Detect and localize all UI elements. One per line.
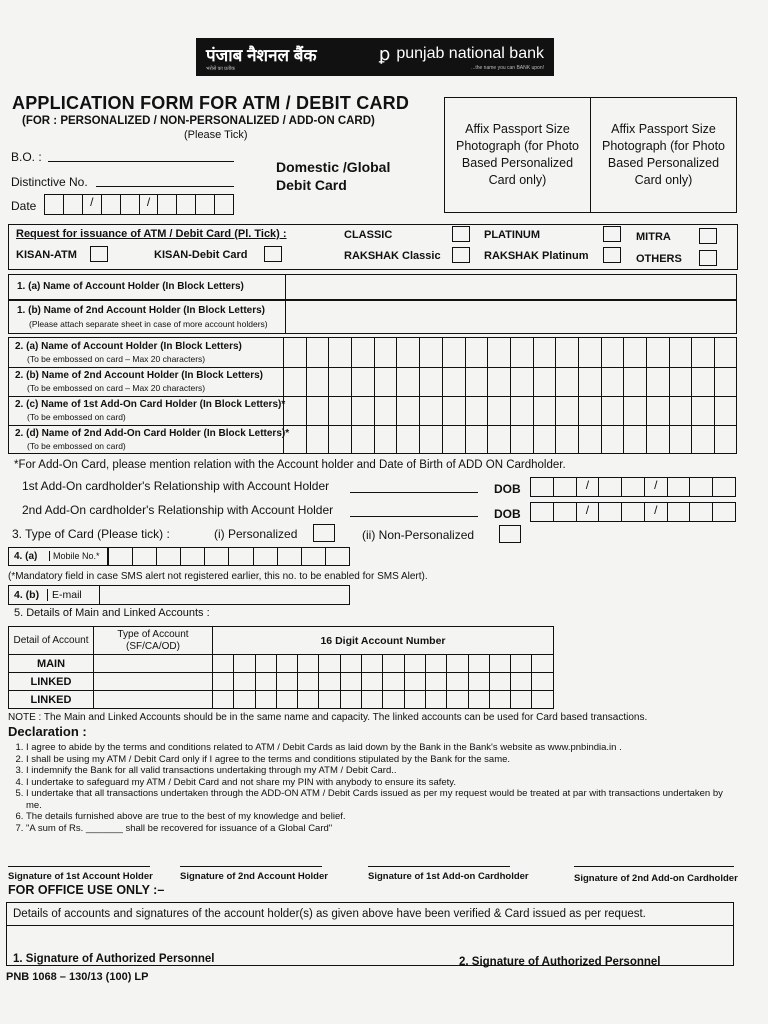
row-2a-label: 2. (a) Name of Account Holder (In Block Letters)	[15, 341, 242, 352]
main-digit-1[interactable]	[213, 655, 234, 673]
main-digit-7[interactable]	[340, 655, 361, 673]
dob2-label: DOB	[494, 507, 521, 521]
linked2-digit[interactable]	[362, 691, 383, 709]
emboss-2b-field[interactable]	[284, 367, 736, 396]
col-detail: Detail of Account	[9, 627, 94, 655]
linked2-digit[interactable]	[213, 691, 234, 709]
sig-label-2: Signature of 2nd Account Holder	[180, 871, 328, 882]
photo-box-2-text: Affix Passport Size Photograph (for Photo Based Personalized Card only)	[602, 122, 725, 187]
linked1-digit[interactable]	[532, 673, 554, 691]
linked2-digit[interactable]	[234, 691, 255, 709]
rel2-label: 2nd Add-On cardholder's Relationship with Account Holder	[22, 503, 334, 517]
card-type-label: 3. Type of Card (Please tick) :	[12, 527, 170, 541]
date-field[interactable]: / /	[44, 194, 234, 215]
option-mitra: MITRA	[636, 231, 671, 243]
declaration-item: 5. I undertake that all transactions undertaken through the ADD-ON ATM / Debit Cards issued as per my request would be treated at par with transactions undertaken by me.	[26, 788, 728, 811]
row-1a	[8, 274, 737, 300]
main-digit-16[interactable]	[532, 655, 554, 673]
linked1-digit[interactable]	[511, 673, 532, 691]
name-1a-field[interactable]	[287, 276, 735, 298]
declaration-item: 4. I undertake to safeguard my ATM / Debit Card and not share my PIN with anybody to ensure its safety.	[26, 777, 728, 789]
linked1-digit[interactable]	[340, 673, 361, 691]
main-digit-14[interactable]	[489, 655, 510, 673]
accounts-table	[8, 626, 554, 709]
pnb-mark-icon: ꝑ	[378, 43, 391, 64]
bo-field[interactable]	[48, 161, 234, 162]
declaration-item: 2. I shall be using my ATM / Debit Card only if I agree to the terms and conditions stipulated by the Bank for the same.	[26, 754, 728, 766]
email-field[interactable]	[99, 586, 349, 604]
main-digit-9[interactable]	[383, 655, 404, 673]
linked1-digit[interactable]	[362, 673, 383, 691]
photo-box-1	[444, 97, 591, 213]
form-code: PNB 1068 – 130/13 (100) LP	[6, 971, 149, 983]
main-digit-11[interactable]	[425, 655, 446, 673]
linked1-digit[interactable]	[298, 673, 319, 691]
row-2b-label: 2. (b) Name of 2nd Account Holder (In Block Letters)	[15, 370, 263, 381]
form-title: APPLICATION FORM FOR ATM / DEBIT CARD	[12, 93, 410, 113]
row-2c-note: (To be embossed on card)	[27, 412, 126, 422]
mitra-checkbox[interactable]	[699, 228, 717, 244]
mobile-field[interactable]	[108, 547, 350, 566]
linked1-digit[interactable]	[404, 673, 425, 691]
bank-name-hindi: पंजाब नैशनल बैंक	[206, 45, 317, 65]
emboss-grid	[8, 337, 737, 454]
linked1-digit[interactable]	[425, 673, 446, 691]
accounts-title: 5. Details of Main and Linked Accounts :	[14, 607, 210, 619]
main-digit-12[interactable]	[447, 655, 468, 673]
photo-box-1-text: Affix Passport Size Photograph (for Photo Based Personalized Card only)	[456, 122, 579, 187]
rakshak-platinum-checkbox[interactable]	[603, 247, 621, 263]
row-1b-label: 1. (b) Name of 2nd Account Holder (In Block Letters)	[17, 305, 265, 316]
main-digit-5[interactable]	[298, 655, 319, 673]
rakshak-classic-checkbox[interactable]	[452, 247, 470, 263]
option-platinum: PLATINUM	[484, 229, 541, 241]
linked2-digit[interactable]	[404, 691, 425, 709]
declaration-title: Declaration :	[8, 724, 87, 739]
sig-line-1[interactable]	[8, 866, 150, 867]
office-title: FOR OFFICE USE ONLY :–	[8, 883, 165, 897]
option-rakshak-classic: RAKSHAK Classic	[344, 250, 441, 262]
linked1-digit[interactable]	[276, 673, 297, 691]
linked2-digit[interactable]	[532, 691, 554, 709]
office-text: Details of accounts and signatures of the account holder(s) as given above have been verified & Card issued as per request.	[13, 908, 646, 920]
linked1-type-field[interactable]	[94, 673, 213, 691]
option-classic: CLASSIC	[344, 229, 393, 241]
sig-label-4: Signature of 2nd Add-on Cardholder	[574, 873, 738, 884]
linked2-digit[interactable]	[511, 691, 532, 709]
kisan-atm-checkbox[interactable]	[90, 246, 108, 262]
main-digit-15[interactable]	[511, 655, 532, 673]
main-digit-8[interactable]	[362, 655, 383, 673]
row-2c-label: 2. (c) Name of 1st Add-On Card Holder (In Block Letters)*	[15, 399, 286, 410]
sig-line-4[interactable]	[574, 866, 734, 867]
non-personalized-label: (ii) Non-Personalized	[362, 528, 475, 542]
rel1-field[interactable]	[350, 492, 478, 493]
declaration-item: 3. I indemnify the Bank for all valid transactions undertaking through my ATM / Debit Card..	[26, 765, 728, 777]
bank-logo	[196, 38, 554, 76]
form-subtitle: (FOR : PERSONALIZED / NON-PERSONALIZED / ADD-ON CARD)	[22, 115, 375, 127]
linked2-type-field[interactable]	[94, 691, 213, 709]
main-digit-13[interactable]	[468, 655, 489, 673]
platinum-checkbox[interactable]	[603, 226, 621, 242]
row-2a-note: (To be embossed on card – Max 20 characters)	[27, 354, 206, 364]
office-sig2: 2. Signature of Authorized Personnel	[459, 956, 661, 968]
tick-note: (Please Tick)	[184, 129, 248, 141]
linked1-digit[interactable]	[489, 673, 510, 691]
email-box	[8, 585, 350, 605]
main-type-field[interactable]	[94, 655, 213, 673]
option-kisan-atm: KISAN-ATM	[16, 249, 77, 261]
option-rakshak-platinum: RAKSHAK Platinum	[484, 250, 589, 262]
main-digit-10[interactable]	[404, 655, 425, 673]
personalized-label: (i) Personalized	[214, 527, 298, 541]
date-label: Date	[11, 199, 37, 213]
sig-label-1: Signature of 1st Account Holder	[8, 871, 153, 882]
dob1-label: DOB	[494, 482, 521, 496]
emboss-2c-field[interactable]	[284, 396, 736, 425]
row-linked-2: LINKED	[9, 691, 94, 709]
col-type: Type of Account (SF/CA/OD)	[94, 627, 213, 655]
personalized-checkbox[interactable]	[313, 524, 335, 542]
office-sig1: 1. Signature of Authorized Personnel	[13, 953, 215, 965]
main-digit-6[interactable]	[319, 655, 340, 673]
sig-line-3[interactable]	[368, 866, 510, 867]
linked1-digit[interactable]	[319, 673, 340, 691]
main-digit-4[interactable]	[276, 655, 297, 673]
linked2-digit[interactable]	[468, 691, 489, 709]
accounts-note: NOTE : The Main and Linked Accounts should be in the same name and capacity. The linked accounts can be used for Card based transactions.	[8, 712, 648, 723]
email-label: E-mail	[47, 589, 82, 601]
dob1-field[interactable]: / /	[530, 477, 736, 497]
bank-name-english: punjab national bank	[396, 45, 544, 62]
row-main: MAIN	[9, 655, 94, 673]
main-digit-3[interactable]	[255, 655, 276, 673]
rel2-field[interactable]	[350, 516, 478, 517]
bank-tagline-hindi: भरोसे का प्रतीक	[206, 65, 235, 72]
linked1-digit[interactable]	[234, 673, 255, 691]
option-kisan-debit: KISAN-Debit Card	[154, 249, 248, 261]
photo-box-2	[590, 97, 737, 213]
row-1b	[8, 300, 737, 334]
linked2-digit[interactable]	[489, 691, 510, 709]
linked1-digit[interactable]	[383, 673, 404, 691]
option-others: OTHERS	[636, 253, 682, 265]
linked2-digit[interactable]	[425, 691, 446, 709]
linked2-digit[interactable]	[447, 691, 468, 709]
request-label: Request for issuance of ATM / Debit Card (Pl. Tick) :	[16, 228, 287, 240]
mandatory-note: (*Mandatory field in case SMS alert not registered earlier, this no. to be enabled for SMS Alert).	[8, 571, 428, 582]
linked2-digit[interactable]	[340, 691, 361, 709]
bank-tagline-english: ...the name you can BANK upon!	[471, 64, 544, 71]
row-linked-1: LINKED	[9, 673, 94, 691]
row-1b-note: (Please attach separate sheet in case of more account holders)	[29, 319, 268, 329]
dob2-field[interactable]: / /	[530, 502, 736, 522]
declaration-item: 7. "A sum of Rs. _______ shall be recovered for issuance of a Global Card"	[26, 823, 728, 835]
linked1-digit[interactable]	[213, 673, 234, 691]
linked2-digit[interactable]	[298, 691, 319, 709]
linked1-digit[interactable]	[447, 673, 468, 691]
emboss-2d-field[interactable]	[284, 425, 736, 454]
col-number: 16 Digit Account Number	[213, 627, 554, 655]
non-personalized-checkbox[interactable]	[499, 525, 521, 543]
linked1-digit[interactable]	[468, 673, 489, 691]
others-checkbox[interactable]	[699, 250, 717, 266]
linked2-digit[interactable]	[319, 691, 340, 709]
sig-label-3: Signature of 1st Add-on Cardholder	[368, 871, 529, 882]
mobile-label-box	[8, 547, 108, 566]
card-type-title: Domestic /Global Debit Card	[276, 159, 391, 193]
emboss-2a-field[interactable]	[284, 338, 736, 367]
rel1-label: 1st Add-On cardholder's Relationship with Account Holder	[22, 479, 330, 493]
row-1a-label: 1. (a) Name of Account Holder (In Block Letters)	[17, 281, 244, 292]
kisan-debit-checkbox[interactable]	[264, 246, 282, 262]
linked2-digit[interactable]	[276, 691, 297, 709]
addon-note: *For Add-On Card, please mention relation with the Account holder and Date of Birth of ADD ON Cardholder.	[14, 459, 566, 471]
bo-label: B.O. :	[11, 150, 42, 164]
linked1-digit[interactable]	[255, 673, 276, 691]
main-digit-2[interactable]	[234, 655, 255, 673]
declaration-item: 1. I agree to abide by the terms and conditions related to ATM / Debit Cards as laid down by the Bank in the Bank's website as www.pnbindia.in .	[26, 742, 728, 754]
linked2-digit[interactable]	[255, 691, 276, 709]
distinctive-field[interactable]	[96, 186, 234, 187]
mobile-label: Mobile No.*	[49, 551, 100, 561]
distinctive-label: Distinctive No.	[11, 175, 88, 189]
row-2d-label: 2. (d) Name of 2nd Add-On Card Holder (In Block Letters)*	[15, 428, 290, 439]
declaration-item: 6. The details furnished above are true to the best of my knowledge and belief.	[26, 811, 728, 823]
office-box	[6, 902, 734, 966]
classic-checkbox[interactable]	[452, 226, 470, 242]
linked2-digit[interactable]	[383, 691, 404, 709]
declaration-list	[8, 742, 728, 834]
sig-line-2[interactable]	[180, 866, 322, 867]
name-1b-field[interactable]	[287, 302, 735, 332]
mobile-num: 4. (a)	[14, 551, 38, 562]
email-num: 4. (b)	[14, 589, 40, 601]
row-2d-note: (To be embossed on card)	[27, 441, 126, 451]
row-2b-note: (To be embossed on card – Max 20 characters)	[27, 383, 206, 393]
